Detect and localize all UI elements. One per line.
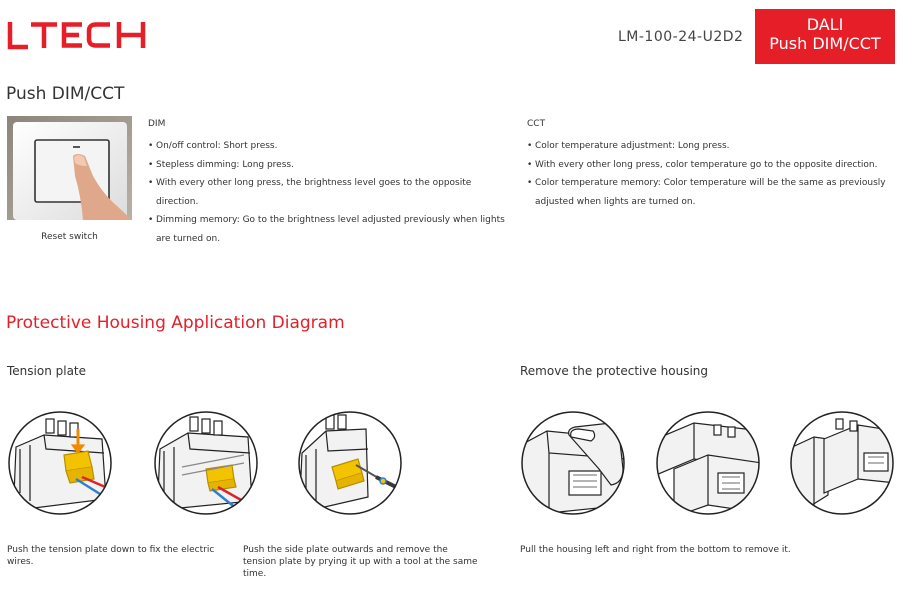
remove-housing-title: Remove the protective housing (520, 364, 709, 378)
diagram-housing-removed (788, 409, 896, 517)
cct-item: • With every other long press, color temperature go to the opposite direction. (527, 156, 892, 175)
dim-item: • Stepless dimming: Long press. (148, 156, 508, 175)
cct-list (527, 137, 892, 211)
caption-tension-plate: Push the tension plate down to fix the electric wires. (7, 545, 215, 567)
diagram-housing-pulled (654, 409, 762, 517)
diagram-pry-tension-plate (296, 409, 404, 517)
dim-title: DIM (148, 119, 166, 129)
ltech-logo (6, 20, 146, 50)
mode-badge (755, 9, 895, 64)
tension-plate-title: Tension plate (7, 364, 87, 378)
cct-title: CCT (527, 119, 546, 129)
dim-list (148, 137, 508, 248)
cct-item: • Color temperature adjustment: Long press. (527, 137, 892, 156)
model-number: LM-100-24-U2D2 (618, 29, 744, 45)
diagram-wires-fixed (152, 409, 260, 517)
dim-item: • With every other long press, the brightness level goes to the opposite direction. (148, 174, 508, 211)
section-heading-push: Push DIM/CCT (6, 84, 125, 104)
dim-item: • On/off control: Short press. (148, 137, 508, 156)
cct-item: • Color temperature memory: Color temperature will be the same as previously adjusted when lights are turned on. (527, 174, 892, 211)
caption-remove-housing: Pull the housing left and right from the bottom to remove it. (520, 545, 791, 555)
diagram-push-tension-plate (6, 409, 114, 517)
badge-line-2: Push DIM/CCT (769, 34, 881, 53)
dim-column (148, 119, 508, 248)
diagram-housing-finger (519, 409, 627, 517)
reset-switch-photo (7, 116, 132, 220)
caption-side-plate: Push the side plate outwards and remove the tension plate by prying it up with a tool at the same time. (243, 545, 478, 579)
dim-item: • Dimming memory: Go to the brightness level adjusted previously when lights are turned on. (148, 211, 508, 248)
photo-caption: Reset switch (41, 232, 98, 242)
section-heading-protective: Protective Housing Application Diagram (6, 313, 345, 333)
cct-column (527, 119, 892, 211)
badge-line-1: DALI (806, 15, 844, 34)
